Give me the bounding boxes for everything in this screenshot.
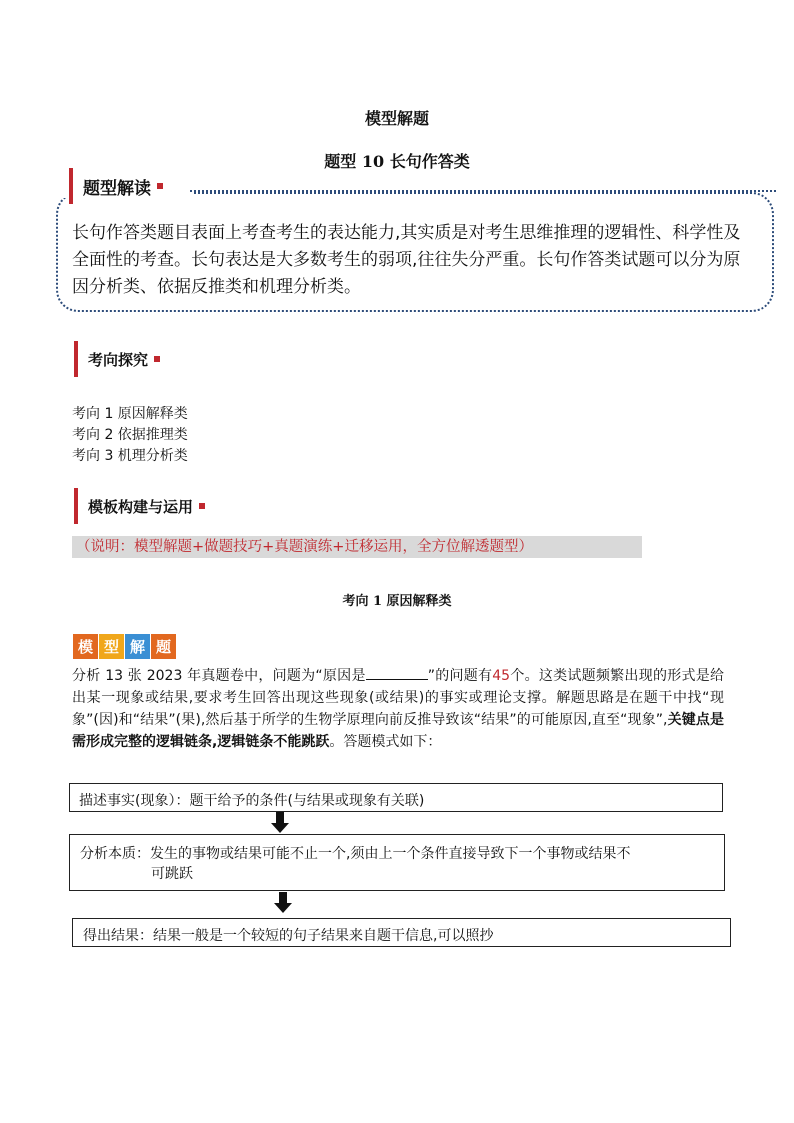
dotted-divider — [190, 190, 776, 192]
answer-blank — [366, 665, 428, 680]
model-solving-badge — [73, 634, 176, 659]
badge-char: 模 — [73, 634, 98, 659]
direction-heading: 考向 1 原因解释类 — [342, 594, 452, 609]
flow-step-result: 得出结果：结果一般是一个较短的句子结果来自题干信息,可以照抄 — [72, 918, 731, 947]
heading-square-icon — [199, 503, 205, 509]
section-heading-label: 题型解读 — [83, 178, 151, 199]
heading-square-icon — [157, 183, 163, 189]
key-point: 关键点是需形成完整的逻辑链条,逻辑链条不能跳跃 — [72, 712, 725, 750]
flow-step-analyze-line2: 可跳跃 — [151, 866, 193, 882]
section-heading-interpretation — [69, 168, 163, 204]
para-part: 。答题模式如下： — [329, 734, 442, 750]
question-count: 45 — [492, 668, 511, 684]
analysis-paragraph — [72, 665, 724, 753]
page-title: 模型解题 — [364, 109, 429, 128]
direction-item-3: 考向 3 机理分析类 — [72, 448, 188, 464]
para-part: 个。这类试题频繁出现的形式是给出某一现象或结果,要求考生回答出现这些现象(或结果)的事实或理论支撑。解题思路是在题干中找“现象”(因)和“结果”(果),然后基于所学的生物学原理向前反推导致该“结果”的可能原因,直至“现象”, — [72, 668, 724, 728]
section-heading-label: 模板构建与运用 — [88, 497, 194, 516]
flow-step-analyze-line1: 分析本质：发生的事物或结果可能不止一个,须由上一个条件直接导致下一个事物或结果不 — [80, 846, 631, 862]
section-heading-directions — [74, 341, 160, 377]
down-arrow-icon — [270, 812, 290, 834]
section-heading-label: 考向探究 — [88, 350, 149, 369]
badge-char: 题 — [151, 634, 176, 659]
section-heading-template — [74, 488, 205, 524]
flow-step-describe: 描述事实(现象）：题干给予的条件(与结果或现象有关联) — [69, 783, 723, 812]
direction-item-2: 考向 2 依据推理类 — [72, 427, 188, 443]
heading-square-icon — [154, 356, 160, 362]
badge-char: 型 — [99, 634, 124, 659]
down-arrow-icon — [273, 892, 293, 914]
intro-text: 长句作答类题目表面上考查考生的表达能力,其实质是对考生思维推理的逻辑性、科学性及全面性的考查。长句表达是大多数考生的弱项,往往失分严重。长句作答类试题可以分为原因分析类、依据反推类和机理分析类。 — [72, 223, 741, 297]
explanation-note: （说明：模型解题+做题技巧+真题演练+迁移运用，全方位解透题型） — [72, 536, 642, 558]
para-part: 分析 13 张 2023 年真题卷中，问题为“原因是 — [72, 668, 366, 684]
direction-item-1: 考向 1 原因解释类 — [72, 406, 188, 422]
flow-step-analyze — [69, 834, 725, 891]
badge-char: 解 — [125, 634, 150, 659]
para-part: ”的问题有 — [427, 668, 493, 684]
page-subtitle: 题型 10 长句作答类 — [324, 152, 470, 171]
